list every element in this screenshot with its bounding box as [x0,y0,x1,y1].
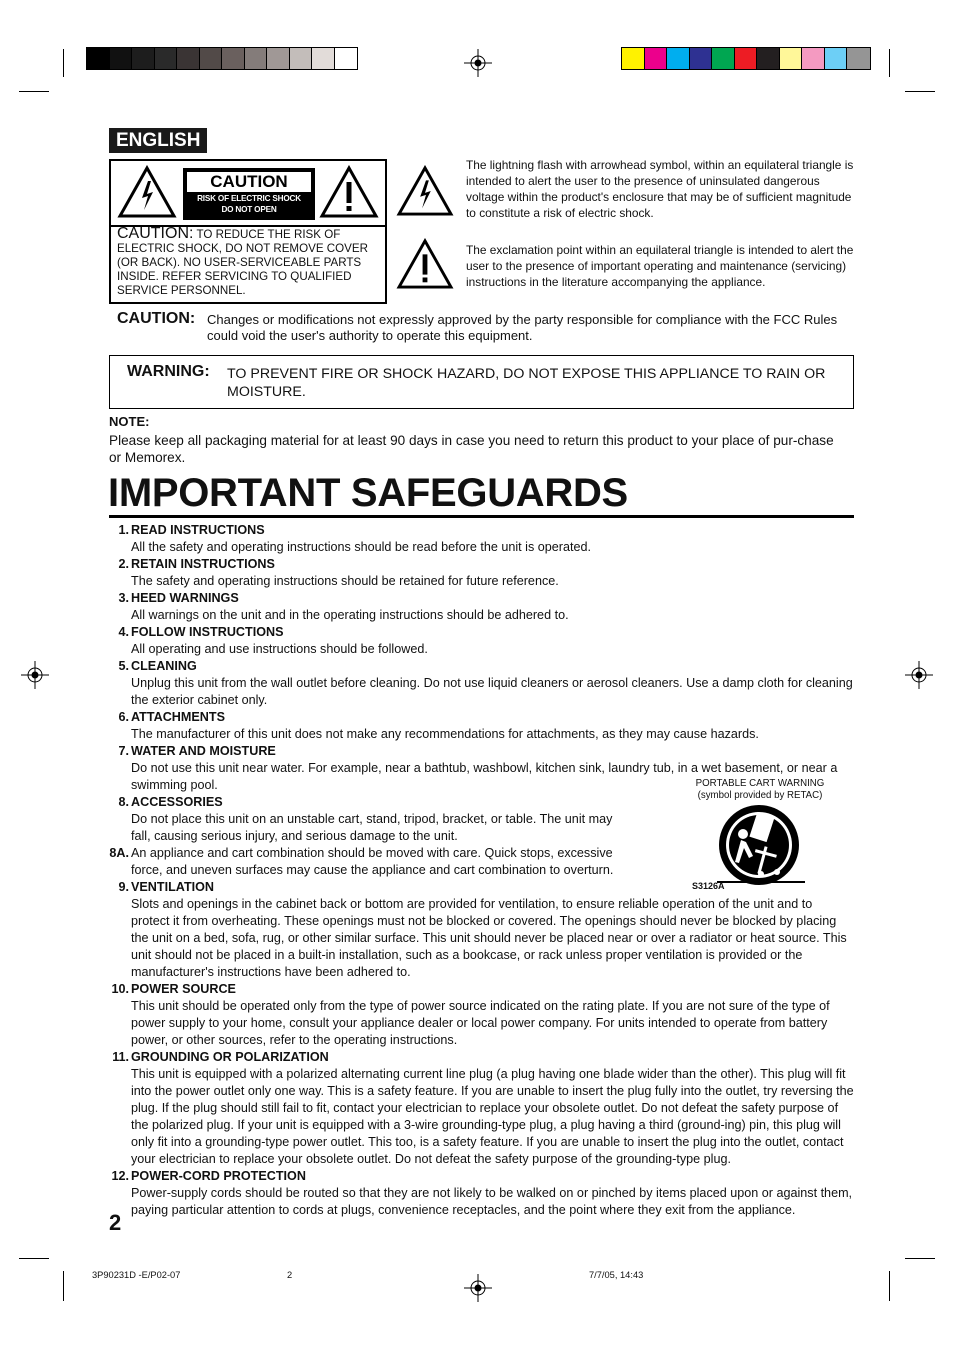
warning-label: WARNING: [127,363,210,380]
safeguard-number: 10. [111,982,129,996]
caution-panel-sub1: RISK OF ELECTRIC SHOCK [197,194,301,203]
calibration-swatch [335,48,358,69]
calibration-swatch [735,48,758,69]
safeguard-body: All warnings on the unit and in the operating instructions should be adhered to. [131,608,569,622]
safeguard-heading [109,556,854,573]
calibration-swatch [622,48,645,69]
safeguard-heading [109,658,854,675]
calibration-swatch [645,48,668,69]
crop-mark [889,1271,890,1301]
safeguard-title: ACCESSORIES [131,795,223,809]
exclamation-description: The exclamation point within an equilateral triangle is intended to alert the user to the presence of important operating and maintenance (servicing) instructions in the literature accompanying the appliance. [466,243,854,289]
calibration-swatch [312,48,335,69]
grayscale-calibration-strip [86,47,358,70]
safeguard-heading [109,590,854,607]
registration-mark-icon [905,661,933,689]
safeguard-heading [109,522,854,539]
safeguard-number: 8A. [109,846,129,860]
calibration-swatch [222,48,245,69]
lightning-symbol-icon [396,165,454,217]
safeguard-number: 6. [118,710,129,724]
safeguard-title: HEED WARNINGS [131,591,239,605]
cart-code: S3126A [692,881,725,891]
calibration-swatch [780,48,803,69]
footer-date: 7/7/05, 14:43 [589,1270,644,1280]
caution-panel-title: CAUTION [187,172,311,192]
color-calibration-strip [621,47,871,70]
caution-panel [183,168,315,220]
caution-box [109,159,387,304]
calibration-swatch [267,48,290,69]
calibration-swatch [757,48,780,69]
safeguard-body: The safety and operating instructions should be retained for future reference. [131,574,559,588]
safeguard-title: GROUNDING OR POLARIZATION [131,1050,329,1064]
safeguard-number: 4. [118,625,129,639]
note-heading: NOTE: [109,414,150,429]
crop-mark [19,91,49,92]
exclamation-warning-icon [319,165,379,219]
exclamation-symbol-icon [396,238,454,290]
calibration-swatch [200,48,223,69]
safeguard-item-8a [109,845,626,879]
safeguard-body: The manufacturer of this unit does not make any recommendations for attachments, as they may cause hazards. [131,727,759,741]
calibration-swatch [667,48,690,69]
crop-mark [905,91,935,92]
calibration-swatch [87,48,110,69]
safeguard-title: ATTACHMENTS [131,710,225,724]
language-label: ENGLISH [109,128,207,153]
calibration-swatch [825,48,848,69]
cart-warning-line1: PORTABLE CART WARNING [695,778,825,789]
footer-doc-code: 3P90231D -E/P02-07 [92,1270,181,1280]
fcc-caution-text: Changes or modifications not expressly approved by the party responsible for compliance with the FCC Rules could void the user's authority to operate this equipment. [207,312,838,343]
fcc-caution [117,312,852,346]
safeguard-number: 8. [118,795,129,809]
page-number: 2 [109,1210,122,1235]
safeguard-body: Unplug this unit from the wall outlet before cleaning. Do not use liquid cleaners or aerosol cleaners. Use a damp cloth for cleaning the exterior cabinet only. [131,676,853,707]
safeguard-number: 11. [112,1050,129,1064]
registration-mark-icon [464,49,492,77]
title-rule [109,515,854,518]
page-title: IMPORTANT SAFEGUARDS [108,471,628,515]
safeguard-number: 7. [118,744,129,758]
safeguard-number: 12. [111,1169,129,1183]
footer-page: 2 [287,1270,293,1280]
safeguard-title: WATER AND MOISTURE [131,744,276,758]
warning-text: TO PREVENT FIRE OR SHOCK HAZARD, DO NOT EXPOSE THIS APPLIANCE TO RAIN OR MOISTURE. [227,366,826,400]
safeguard-heading [109,624,854,641]
cart-warning-caption [680,778,840,801]
safeguard-heading [109,1049,854,1066]
caution-text: ELECTRIC SHOCK, DO NOT REMOVE COVER (OR BACK). NO USER-SERVICEABLE PARTS INSIDE. REFER SERVICING TO QUALIFIED SERVICE PERSONNEL. [117,242,369,297]
registration-mark-icon [464,1274,492,1302]
fcc-caution-label: CAUTION: [117,310,196,327]
note-text: Please keep all packaging material for at least 90 days in case you need to return this product to your place of pur-chase or Memorex. [109,433,834,465]
safeguard-heading [109,1168,854,1185]
safeguard-number: 1. [118,523,129,537]
tipping-cart-icon [715,802,807,888]
safeguard-body: Do not place this unit on an unstable cart, stand, tripod, bracket, or table. The unit may fall, causing serious injury, and serious damage to the unit. [131,812,613,843]
caution-word: CAUTION: [117,225,194,242]
safeguard-number: 5. [118,659,129,673]
safeguard-body: Power-supply cords should be routed so that they are not likely to be walked on or pinched by items placed upon or against them, paying particular attention to cords at plugs, convenience receptacles, and the point where they exit from the appliance. [131,1186,853,1217]
lightning-description: The lightning flash with arrowhead symbol, within an equilateral triangle is intended to alert the user to the presence of uninsulated dangerous voltage within the product's enclosure that may be of sufficient magnitude to constitute a risk of electric shock. [466,158,854,220]
calibration-swatch [290,48,313,69]
safeguard-heading [109,743,854,760]
calibration-swatch [802,48,825,69]
crop-mark [889,49,890,77]
lightning-warning-icon [117,165,177,219]
safeguard-body: All the safety and operating instructions should be read before the unit is operated. [131,540,591,554]
safeguard-title: RETAIN INSTRUCTIONS [131,557,275,571]
crop-mark [905,1258,935,1259]
caution-lead: TO REDUCE THE RISK OF [193,228,341,241]
safeguard-heading [109,981,854,998]
safeguard-body: An appliance and cart combination should be moved with care. Quick stops, excessive force, and uneven surfaces may cause the appliance and cart combination to overturn. [131,846,614,877]
crop-mark [63,49,64,77]
calibration-swatch [155,48,178,69]
calibration-swatch [110,48,133,69]
safeguard-title: POWER-CORD PROTECTION [131,1169,306,1183]
safeguard-title: VENTILATION [131,880,215,894]
calibration-swatch [847,48,870,69]
caution-box-text [117,227,383,298]
calibration-swatch [690,48,713,69]
warning-box [109,355,854,409]
safeguard-title: POWER SOURCE [131,982,236,996]
crop-mark [63,1271,64,1301]
safeguard-heading [109,709,854,726]
safeguard-body: Do not use this unit near water. For example, near a bathtub, washbowl, kitchen sink, laundry tub, in a wet basement, or near a swimming pool. [131,761,838,792]
safeguard-title: CLEANING [131,659,197,673]
safeguard-title: READ INSTRUCTIONS [131,523,265,537]
safeguard-title: FOLLOW INSTRUCTIONS [131,625,284,639]
safeguard-body: Slots and openings in the cabinet back or bottom are provided for ventilation, to ensure reliable operation of the unit and to protect it from overheating. These openings must not be blocked or covered. The openings should never be blocked by placing the unit on a bed, sofa, rug, or other similar surface. This unit should never be placed near or over a radiator or heat source. This unit should not be placed in a built-in installation, such as a bookcase, or rack unless proper ventilation is provided or the manufacturer's instructions have been adhered to. [131,897,847,979]
registration-mark-icon [21,661,49,689]
safeguard-body: This unit should be operated only from the type of power source indicated on the rating plate. If you are not sure of the type of power supply to your home, consult your appliance dealer or local power company. For units intended to operate from battery power, or other sources, refer to the operating instructions. [131,999,830,1047]
calibration-swatch [132,48,155,69]
cart-warning-line2: (symbol provided by RETAC) [697,789,823,801]
safeguard-number: 9. [118,880,129,894]
calibration-swatch [712,48,735,69]
calibration-swatch [177,48,200,69]
calibration-swatch [245,48,268,69]
safeguard-number: 3. [118,591,129,605]
crop-mark [19,1258,49,1259]
safeguard-number: 2. [118,557,129,571]
safeguard-body: All operating and use instructions should be followed. [131,642,428,656]
safeguard-body: This unit is equipped with a polarized alternating current line plug (a plug having one blade wider than the other). This plug will fit into the power outlet only one way. This is a safety feature. If you are unable to insert the plug fully into the outlet, try reversing the plug. If the plug should still fail to fit, contact your electrician to replace your obsolete outlet. Do not defeat the safety purpose of the polarized plug. If your unit is equipped with a 3-wire grounding-type plug, a plug having a third (ground-ing) pin, this plug will only fit into a grounding-type power outlet. This too, is a safety feature. If you are unable to insert the plug into the outlet, contact your electrician to replace your obsolete outlet. Do not defeat the safety purpose of the grounding-type plug. [131,1067,854,1166]
caution-panel-sub2: DO NOT OPEN [221,205,277,214]
